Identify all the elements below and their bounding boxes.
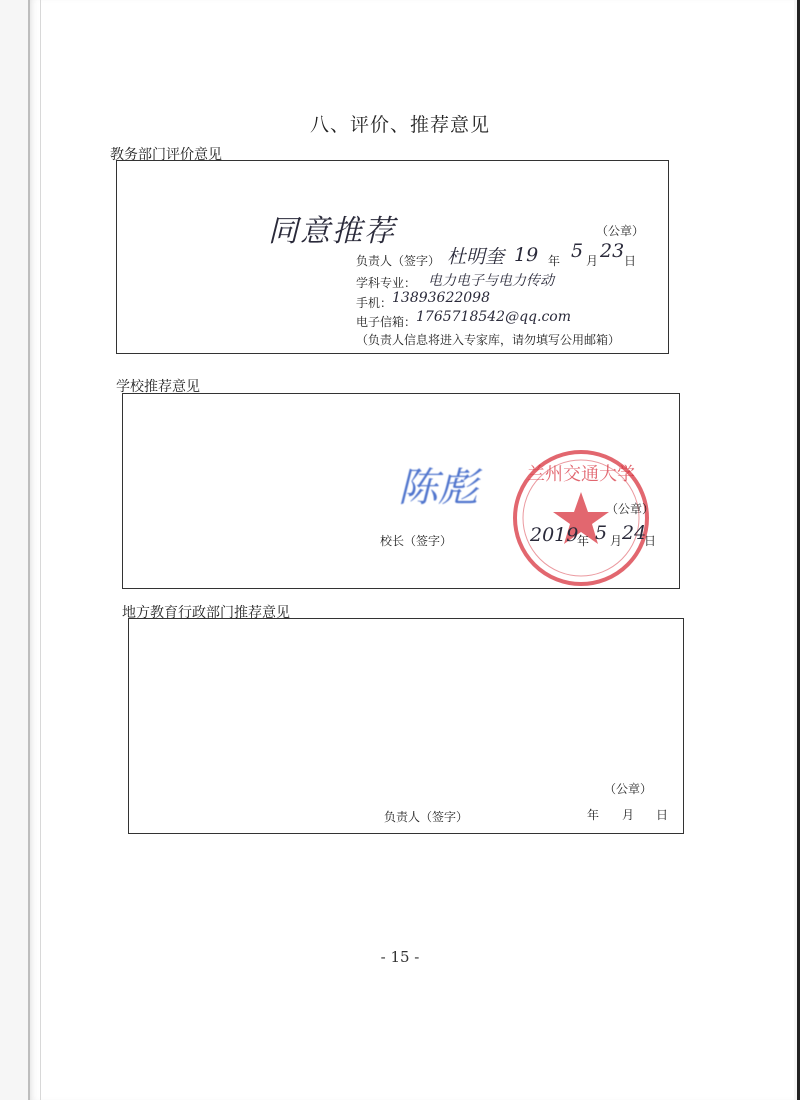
page-fold-line: [40, 0, 41, 1100]
date-year: 19: [514, 244, 539, 266]
discipline-label: 学科专业：: [356, 276, 417, 290]
stamp-note: （公章）: [596, 224, 645, 238]
email-value: 1765718542@qq.com: [416, 309, 571, 325]
handwritten-opinion: 同意推荐: [268, 214, 396, 249]
date-year-unit: 年: [548, 254, 561, 268]
date-day-unit: 日: [624, 254, 637, 268]
school-date-day-unit: 日: [644, 534, 657, 548]
handwritten-signature: 杜明奎: [447, 246, 505, 268]
date-day: 23: [600, 240, 625, 262]
local-date-month: 月: [622, 808, 635, 822]
local-stamp-note: （公章）: [604, 782, 653, 796]
seal-text: 兰州交通大学: [527, 464, 635, 485]
local-signer-label: 负责人（签字）: [384, 810, 469, 824]
phone-label: 手机：: [356, 296, 393, 310]
local-date-year: 年: [587, 808, 600, 822]
principal-label: 校长（签字）: [380, 534, 453, 548]
email-note: （负责人信息将进入专家库，请勿填写公用邮箱）: [356, 333, 621, 347]
phone-value: 13893622098: [392, 290, 490, 306]
local-edu-opinion-box: [128, 618, 684, 834]
school-date-month: 5: [595, 522, 608, 544]
principal-signature: 陈彪: [398, 465, 478, 511]
local-edu-label: 地方教育行政部门推荐意见: [122, 605, 290, 621]
date-month-unit: 月: [586, 254, 599, 268]
school-date-day: 24: [622, 522, 647, 544]
signer-label: 负责人（签字）: [356, 254, 441, 268]
page-number: - 15 -: [380, 948, 420, 966]
academic-dept-label: 教务部门评价意见: [110, 147, 222, 163]
school-date-year-unit: 年: [577, 534, 590, 548]
local-date-day: 日: [656, 808, 669, 822]
section-title: 八、评价、推荐意见: [309, 114, 490, 136]
date-month: 5: [571, 240, 584, 262]
school-stamp-note: （公章）: [606, 502, 655, 516]
email-label: 电子信箱：: [356, 315, 417, 329]
school-date-year: 2019: [530, 524, 579, 546]
school-date-month-unit: 月: [610, 534, 623, 548]
school-recommend-label: 学校推荐意见: [116, 379, 200, 395]
discipline-value: 电力电子与电力传动: [428, 273, 554, 289]
